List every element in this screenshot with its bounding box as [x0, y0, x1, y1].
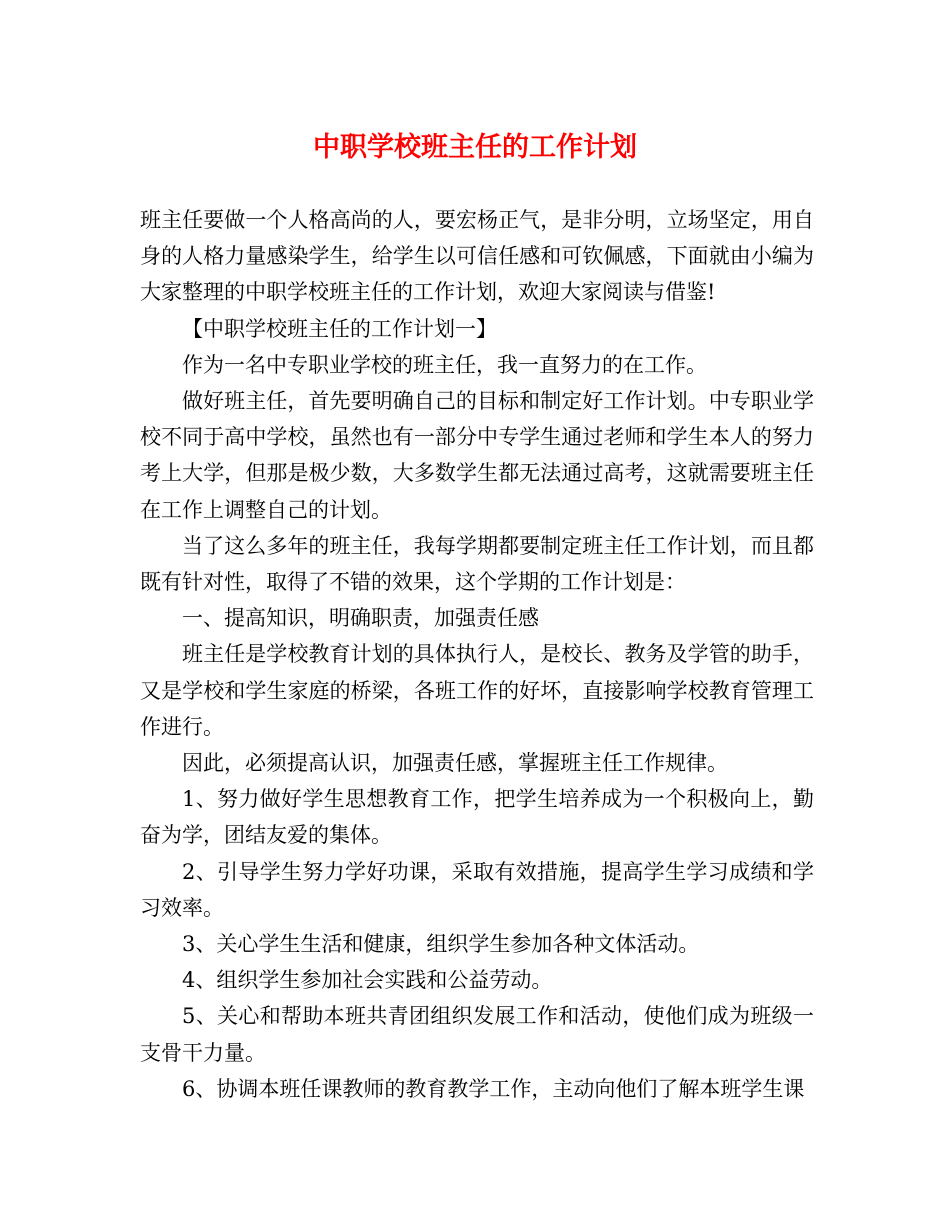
paragraph: 5、关心和帮助本班共青团组织发展工作和活动，使他们成为班级一支骨干力量。: [140, 1004, 814, 1065]
paragraph: 1、努力做好学生思想教育工作，把学生培养成为一个积极向上，勤奋为学，团结友爱的集体。: [140, 787, 814, 848]
paragraph: 6、协调本班任课教师的教育教学工作，主动向他们了解本班学生课: [182, 1076, 805, 1101]
paragraph: 因此，必须提高认识，加强责任感，掌握班主任工作规律。: [182, 751, 728, 776]
paragraph: 班主任要做一个人格高尚的人，要宏杨正气，是非分明，立场坚定，用自身的人格力量感染学生，给学生以可信任感和可钦佩感，下面就由小编为大家整理的中职学校班主任的工作计划，欢迎大家阅读与借鉴!: [140, 208, 814, 305]
paragraph: 3、关心学生生活和健康，组织学生参加各种文体活动。: [182, 932, 700, 957]
document-body: [140, 202, 814, 1107]
paragraph: 班主任是学校教育计划的具体执行人，是校长、教务及学管的助手，又是学校和学生家庭的桥梁，各班工作的好坏，直接影响学校教育管理工作进行。: [140, 642, 814, 739]
paragraph: 做好班主任，首先要明确自己的目标和制定好工作计划。中专职业学校不同于高中学校，虽然也有一部分中专学生通过老师和学生本人的努力考上大学，但那是极少数，大多数学生都无法通过高考，这就需要班主任在工作上调整自己的计划。: [140, 389, 814, 522]
document-title: 中职学校班主任的工作计划: [313, 132, 637, 163]
paragraph: 一、提高知识，明确职责，加强责任感: [182, 606, 539, 631]
paragraph: 4、组织学生参加社会实践和公益劳动。: [182, 968, 553, 993]
paragraph: 作为一名中专职业学校的班主任，我一直努力的在工作。: [182, 352, 707, 377]
paragraph: 当了这么多年的班主任，我每学期都要制定班主任工作计划，而且都既有针对性，取得了不错的效果，这个学期的工作计划是：: [140, 533, 814, 595]
paragraph: 2、引导学生努力学好功课，采取有效措施，提高学生学习成绩和学习效率。: [140, 859, 814, 920]
paragraph: 【中职学校班主任的工作计划一】: [182, 316, 497, 341]
